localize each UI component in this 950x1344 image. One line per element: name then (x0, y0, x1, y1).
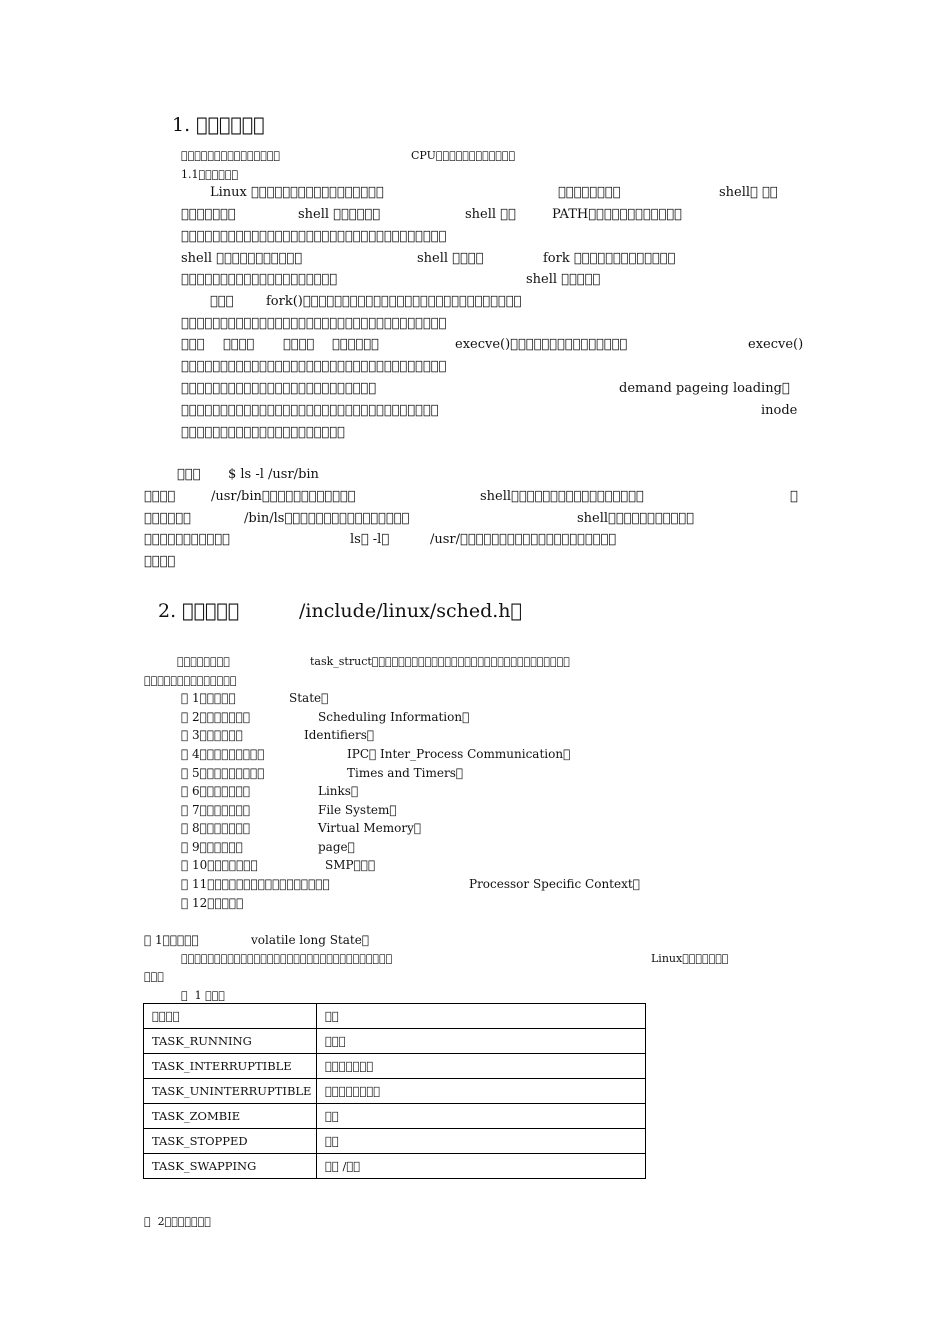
para-line: 󿿽󿿽󿿽 (181, 337, 205, 352)
table-row (144, 1029, 646, 1054)
example-command: $ ls -l /usr/bin (228, 467, 319, 482)
section-2-intro: 󿿽󿿽󿿽󿿽󿿽󿿽󿿽󿿽 (177, 655, 230, 668)
section-2-intro: 󿿽󿿽󿿽󿿽󿿽󿿽󿿽󿿽󿿽󿿽󿿽󿿽󿿽󿿽 (144, 674, 237, 687)
para-line: 󿿽󿿽󿿽󿿽󿿽󿿽󿿽󿿽󿿽󿿽󿿽󿿽󿿽󿿽󿿽󿿽󿿽󿿽󿿽󿿽󿿽󿿽󿿽󿿽󿿽󿿽󿿽󿿽󿿽󿿽󿿽󿿽󿿽󿿽 (181, 359, 447, 374)
list-item-label: 󿿽 5󿿽󿿽󿿽󿿽󿿽󿿽󿿽󿿽󿿽 (181, 766, 265, 780)
list-item-label: 󿿽 1󿿽󿿽󿿽󿿽󿿽 (181, 691, 236, 705)
list-item-label: 󿿽 10󿿽󿿽󿿽󿿽󿿽󿿽󿿽 (181, 858, 258, 872)
table-cell: TASK_STOPPED (144, 1129, 317, 1154)
para-line: demand pageing loading󿿽 (619, 381, 790, 396)
state-description: 󿿽󿿽󿿽󿿽󿿽󿿽󿿽󿿽󿿽󿿽󿿽󿿽󿿽󿿽󿿽󿿽󿿽󿿽󿿽󿿽󿿽󿿽󿿽󿿽󿿽󿿽󿿽󿿽󿿽󿿽󿿽󿿽 (181, 952, 393, 965)
example-line: 󿿽 (790, 489, 798, 504)
example-line: ls󿿽 -l󿿽 (350, 532, 390, 547)
table-cell: 󿿽󿿽 /󿿽󿿽 (317, 1154, 646, 1179)
table-row (144, 1079, 646, 1104)
para-line: shell󿿽 󿿽󿿽 (719, 185, 778, 200)
list-item-term: page󿿽 (318, 840, 355, 854)
example-line: /usr/󿿽󿿽󿿽󿿽󿿽󿿽󿿽󿿽󿿽󿿽󿿽󿿽󿿽󿿽󿿽󿿽󿿽󿿽󿿽󿿽 (430, 532, 617, 547)
state-field: volatile long State󿿽 (251, 933, 370, 947)
list-item-label: 󿿽 8󿿽󿿽󿿽󿿽󿿽󿿽󿿽 (181, 821, 251, 835)
table-row (144, 1129, 646, 1154)
para-line: execve()󿿽󿿽󿿽󿿽󿿽󿿽󿿽󿿽󿿽󿿽󿿽󿿽󿿽󿿽󿿽 (455, 337, 628, 352)
list-item-term: Identifiers󿿽 (304, 728, 375, 742)
table-cell: TASK_ZOMBIE (144, 1104, 317, 1129)
list-item-term: Virtual Memory󿿽 (318, 821, 422, 835)
table-cell: 󿿽󿿽 (317, 1104, 646, 1129)
example-line: 󿿽󿿽󿿽󿿽󿿽󿿽󿿽󿿽󿿽󿿽󿿽 (144, 532, 230, 547)
para-line: execve() (748, 337, 804, 352)
section-1-heading: 1. 󿿽󿿽󿿽󿿽󿿽󿿽 (172, 114, 265, 136)
list-item-term: SMP󿿽󿿽󿿽 (325, 858, 376, 872)
list-item-label: 󿿽 12󿿽󿿽󿿽󿿽󿿽 (181, 896, 244, 910)
list-item-label: 󿿽 6󿿽󿿽󿿽󿿽󿿽󿿽󿿽 (181, 784, 251, 798)
subsection-1-1-heading: 1.1󿿽󿿽󿿽󿿽󿿽󿿽 (181, 168, 239, 181)
table-cell: 󿿽󿿽 (317, 1129, 646, 1154)
para-line: shell 󿿽󿿽 (465, 207, 516, 222)
table-row (144, 1154, 646, 1179)
example-line: shell󿿽󿿽󿿽󿿽󿿽󿿽󿿽󿿽󿿽󿿽󿿽󿿽󿿽󿿽󿿽󿿽󿿽 (480, 489, 644, 504)
para-line: 󿿽󿿽󿿽󿿽󿿽󿿽󿿽󿿽󿿽󿿽󿿽󿿽󿿽󿿽󿿽󿿽󿿽󿿽󿿽󿿽󿿽󿿽󿿽󿿽󿿽 (181, 381, 377, 396)
para-line: shell 󿿽󿿽󿿽󿿽󿿽 (526, 272, 601, 287)
para-line: 󿿽󿿽󿿽󿿽 (283, 337, 315, 352)
table-header-cell: 󿿽󿿽󿿽󿿽 (144, 1004, 317, 1029)
para-line: 󿿽󿿽󿿽󿿽󿿽󿿽󿿽󿿽󿿽󿿽󿿽󿿽󿿽󿿽󿿽󿿽󿿽󿿽󿿽󿿽󿿽󿿽󿿽󿿽󿿽󿿽󿿽󿿽󿿽󿿽󿿽󿿽󿿽 (181, 403, 439, 418)
list-item-label: 󿿽 7󿿽󿿽󿿽󿿽󿿽󿿽󿿽 (181, 803, 251, 817)
footer-line: 󿿽 2󿿽󿿽󿿽󿿽󿿽󿿽󿿽 (144, 1215, 211, 1228)
table-cell: TASK_SWAPPING (144, 1154, 317, 1179)
para-line: inode (761, 403, 798, 418)
table-cell: 󿿽󿿽󿿽󿿽󿿽󿿽󿿽 (317, 1054, 646, 1079)
table-row (144, 1104, 646, 1129)
section-2-heading-path: /include/linux/sched.h󿿽 (299, 600, 522, 622)
list-item-label: 󿿽 4󿿽󿿽󿿽󿿽󿿽󿿽󿿽󿿽󿿽 (181, 747, 265, 761)
list-item-term: Scheduling Information󿿽 (318, 710, 470, 724)
para-line: fork 󿿽󿿽󿿽󿿽󿿽󿿽󿿽󿿽󿿽󿿽󿿽󿿽󿿽 (543, 251, 676, 266)
list-item-term: State󿿽 (289, 691, 329, 705)
example-line: 󿿽󿿽󿿽󿿽 (144, 554, 176, 569)
para-line: 󿿽󿿽󿿽󿿽󿿽󿿽󿿽󿿽󿿽󿿽󿿽󿿽󿿽󿿽󿿽󿿽󿿽󿿽󿿽󿿽 (181, 272, 338, 287)
table-header-row (144, 1004, 646, 1029)
para-line: 󿿽󿿽󿿽󿿽󿿽󿿽󿿽 (181, 207, 236, 222)
list-item-term: Times and Timers󿿽 (347, 766, 464, 780)
example-line: shell󿿽󿿽󿿽󿿽󿿽󿿽󿿽󿿽󿿽󿿽󿿽 (577, 511, 694, 526)
table-cell: 󿿽󿿽󿿽 (317, 1029, 646, 1054)
section-1-intro-cpu: CPU󿿽󿿽󿿽󿿽󿿽󿿽󿿽󿿽󿿽󿿽󿿽󿿽 (411, 149, 516, 162)
table-row (144, 1054, 646, 1079)
para-line: 󿿽󿿽󿿽󿿽󿿽󿿽󿿽󿿽󿿽󿿽󿿽󿿽󿿽󿿽󿿽󿿽󿿽󿿽󿿽󿿽󿿽 (181, 425, 345, 440)
example-line: 󿿽󿿽󿿽 (177, 467, 201, 482)
para-line: 󿿽󿿽󿿽󿿽 (223, 337, 255, 352)
state-description: Linux󿿽󿿽󿿽󿿽󿿽󿿽󿿽 (651, 952, 729, 965)
para-line: fork()󿿽󿿽󿿽󿿽󿿽󿿽󿿽󿿽󿿽󿿽󿿽󿿽󿿽󿿽󿿽󿿽󿿽󿿽󿿽󿿽󿿽󿿽󿿽󿿽󿿽󿿽󿿽󿿽 (266, 294, 522, 309)
list-item-label: 󿿽 9󿿽󿿽󿿽󿿽󿿽󿿽 (181, 840, 243, 854)
table-caption: 󿿽 1 󿿽󿿽󿿽 (181, 989, 225, 1002)
table-header-cell: 󿿽󿿽 (317, 1004, 646, 1029)
para-line: shell 󿿽󿿽󿿽󿿽 (417, 251, 484, 266)
table-cell: TASK_INTERRUPTIBLE (144, 1054, 317, 1079)
list-item-term: IPC󿿽 Inter_Process Communication󿿽 (347, 747, 571, 761)
para-line: 󿿽󿿽󿿽󿿽󿿽󿿽󿿽󿿽 (558, 185, 621, 200)
para-line: shell 󿿽󿿽󿿽󿿽󿿽󿿽 (298, 207, 380, 222)
list-item-term: File System󿿽 (318, 803, 397, 817)
example-line: 󿿽󿿽󿿽󿿽 (144, 489, 176, 504)
para-line: PATH󿿽󿿽󿿽󿿽󿿽󿿽󿿽󿿽󿿽󿿽󿿽󿿽 (552, 207, 682, 222)
example-line: 󿿽󿿽󿿽󿿽󿿽󿿽 (144, 511, 191, 526)
list-item-term: Links󿿽 (318, 784, 359, 798)
table-cell: TASK_RUNNING (144, 1029, 317, 1054)
state-heading: 󿿽 1󿿽󿿽󿿽󿿽󿿽 (144, 933, 199, 947)
para-line: 󿿽󿿽󿿽 (210, 294, 234, 309)
process-state-table (143, 1003, 646, 1179)
state-description: 󿿽󿿽󿿽 (144, 970, 164, 983)
section-2-heading: 2. 󿿽󿿽󿿽󿿽󿿽 (158, 600, 240, 622)
table-cell: 󿿽󿿽󿿽󿿽󿿽󿿽󿿽󿿽 (317, 1079, 646, 1104)
list-item-label: 󿿽 2󿿽󿿽󿿽󿿽󿿽󿿽󿿽 (181, 710, 251, 724)
table-cell: TASK_UNINTERRUPTIBLE (144, 1079, 317, 1104)
para-line: 󿿽󿿽󿿽󿿽󿿽󿿽 (332, 337, 379, 352)
list-item-label: 󿿽 11󿿽󿿽󿿽󿿽󿿽󿿽󿿽󿿽󿿽󿿽󿿽󿿽󿿽󿿽󿿽󿿽󿿽 (181, 877, 330, 891)
para-line: shell 󿿽󿿽󿿽󿿽󿿽󿿽󿿽󿿽󿿽󿿽󿿽 (181, 251, 302, 266)
para-line: 󿿽󿿽󿿽󿿽󿿽󿿽󿿽󿿽󿿽󿿽󿿽󿿽󿿽󿿽󿿽󿿽󿿽󿿽󿿽󿿽󿿽󿿽󿿽󿿽󿿽󿿽󿿽󿿽󿿽󿿽󿿽󿿽󿿽󿿽 (181, 316, 447, 331)
section-1-intro: 󿿽󿿽󿿽󿿽󿿽󿿽󿿽󿿽󿿽󿿽󿿽󿿽󿿽󿿽󿿽 (181, 149, 281, 162)
list-item-label: 󿿽 3󿿽󿿽󿿽󿿽󿿽󿿽 (181, 728, 243, 742)
example-line: /usr/bin󿿽󿿽󿿽󿿽󿿽󿿽󿿽󿿽󿿽󿿽󿿽󿿽 (211, 489, 356, 504)
example-line: /bin/ls󿿽󿿽󿿽󿿽󿿽󿿽󿿽󿿽󿿽󿿽󿿽󿿽󿿽󿿽󿿽󿿽 (244, 511, 410, 526)
list-item-term: Processor Specific Context󿿽 (469, 877, 640, 891)
section-2-intro: task_struct󿿽󿿽󿿽󿿽󿿽󿿽󿿽󿿽󿿽󿿽󿿽󿿽󿿽󿿽󿿽󿿽󿿽󿿽󿿽󿿽󿿽󿿽󿿽󿿽󿿽󿿽󿿽󿿽󿿽󿿽 (310, 655, 570, 668)
para-line: 󿿽󿿽󿿽󿿽󿿽󿿽󿿽󿿽󿿽󿿽󿿽󿿽󿿽󿿽󿿽󿿽󿿽󿿽󿿽󿿽󿿽󿿽󿿽󿿽󿿽󿿽󿿽󿿽󿿽󿿽󿿽󿿽󿿽󿿽 (181, 229, 447, 244)
para-line: Linux 󿿽󿿽󿿽󿿽󿿽󿿽󿿽󿿽󿿽󿿽󿿽󿿽󿿽󿿽󿿽󿿽󿿽 (210, 185, 384, 200)
